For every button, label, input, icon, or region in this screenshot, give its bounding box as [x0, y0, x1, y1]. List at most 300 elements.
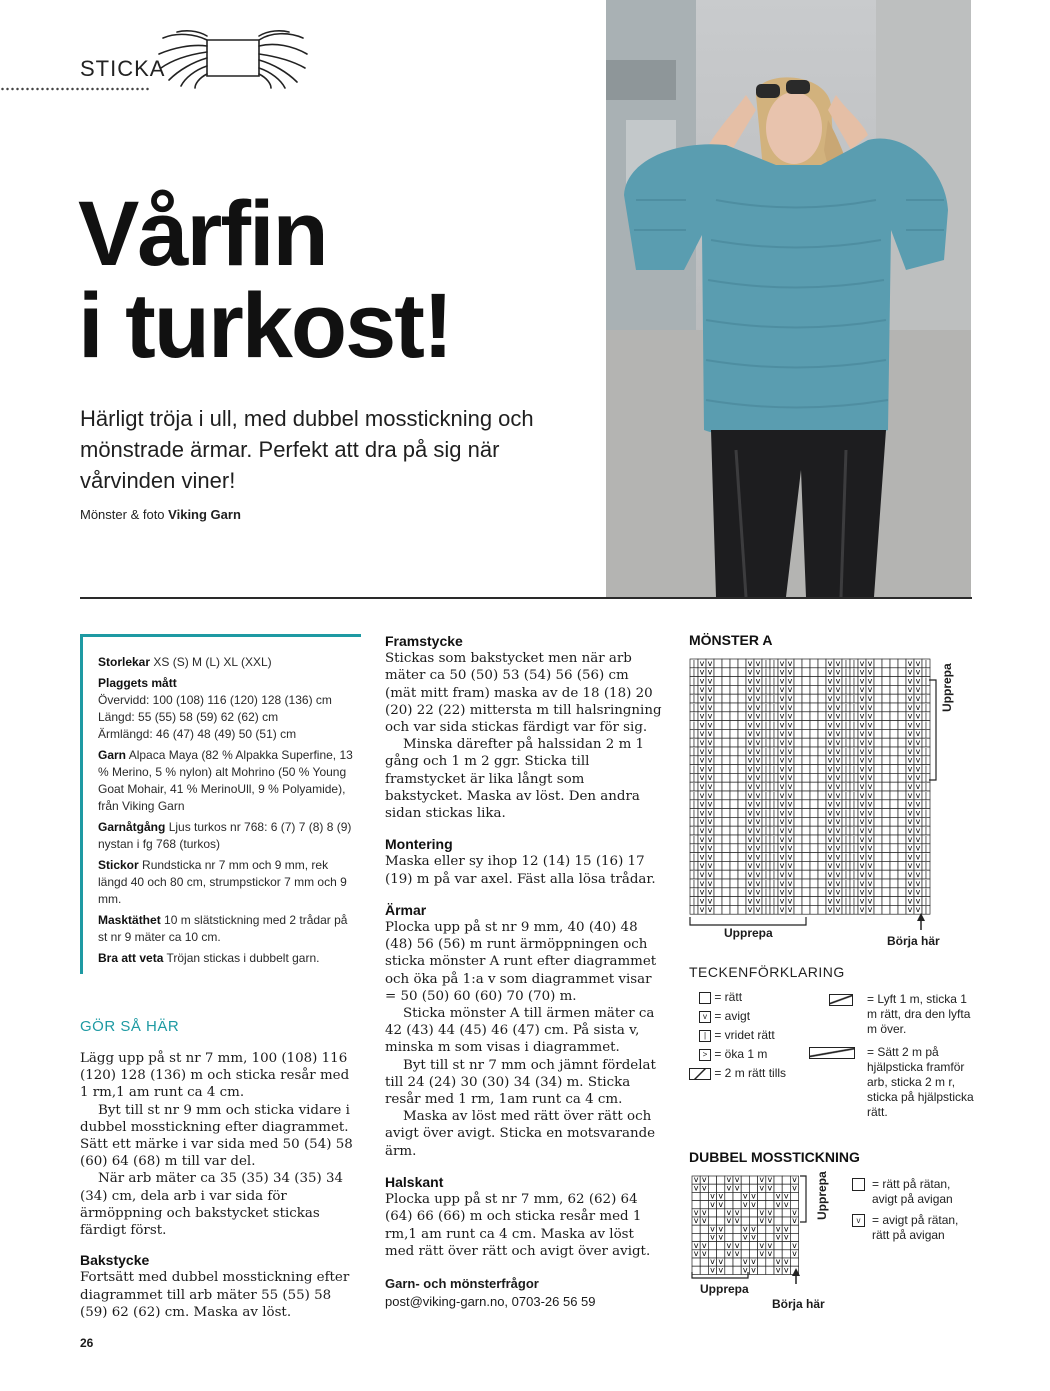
chart-cell	[758, 1225, 766, 1233]
chart-cell	[898, 756, 906, 765]
chart-cell-symbol: v	[699, 834, 705, 844]
chart-cell	[818, 861, 826, 870]
chart-cell	[730, 685, 738, 694]
chart-cell-symbol: v	[907, 773, 913, 783]
chart-cell	[898, 703, 906, 712]
chart-cell	[722, 747, 730, 756]
chart-cell-symbol: |	[772, 826, 776, 835]
chart-cell-symbol: v	[699, 896, 705, 906]
chart-cell-symbol: |	[924, 782, 928, 791]
chart-cell-symbol: v	[787, 685, 793, 695]
chart-cell	[730, 694, 738, 703]
title-line-2: i turkost!	[78, 275, 452, 377]
chart-cell	[730, 668, 738, 677]
howto-heading: GÖR SÅ HÄR	[80, 1018, 180, 1035]
legend-knit	[699, 990, 819, 1005]
chart-cell	[738, 879, 746, 888]
chart-cell-symbol: v	[867, 887, 873, 897]
chart-cell-symbol: v	[827, 764, 833, 774]
chart-cell	[774, 1242, 782, 1250]
chart-cell-symbol: v	[859, 887, 865, 897]
chart-cell	[898, 861, 906, 870]
chart-cell	[898, 800, 906, 809]
chart-cell	[730, 738, 738, 747]
facts-tip-value: Tröjan stickas i dubbelt garn.	[166, 951, 320, 965]
chart-cell-symbol: v	[775, 1265, 781, 1275]
chart-cell-symbol: |	[764, 799, 768, 809]
chart-cell	[708, 1242, 716, 1250]
chart-cell-symbol: v	[787, 782, 793, 791]
chart-cell-symbol: v	[707, 720, 713, 730]
chart-cell-symbol: v	[699, 878, 705, 888]
facts-measures-label: Plaggets mått	[98, 676, 177, 690]
chart-cell	[802, 905, 810, 914]
chart-cell	[714, 738, 722, 747]
chart-cell-symbol: |	[692, 843, 696, 853]
chart-cell-symbol: |	[764, 720, 768, 730]
chart-cell	[882, 835, 890, 844]
chart-cell-symbol: v	[835, 711, 841, 721]
chart-cell	[730, 897, 738, 906]
chart-cell	[790, 1192, 798, 1200]
chart-cell-symbol: v	[747, 694, 753, 703]
chart-cell-symbol: v	[859, 755, 865, 765]
chart-cell	[714, 861, 722, 870]
chart-cell	[794, 773, 802, 782]
howto-paragraph-2: Byt till st nr 9 mm och sticka vidare i dubbel mosstickning efter diagrammet. Sätt ett märke i var sida med 50 (54) 58 (60) 64 (68) m till var del.	[80, 1102, 353, 1170]
chart-cell-symbol: v	[787, 861, 793, 871]
chart-cell	[898, 721, 906, 730]
chart-cell-symbol: v	[775, 1191, 781, 1201]
chart-cell-symbol: |	[924, 746, 928, 756]
chart-cell-symbol: v	[835, 676, 841, 686]
chart-cell-symbol: v	[915, 746, 921, 756]
chart-cell	[738, 782, 746, 791]
chart-cell-symbol: |	[764, 852, 768, 862]
chart-cell-symbol: |	[764, 808, 768, 818]
chart-cell	[890, 897, 898, 906]
chart-cell	[818, 809, 826, 818]
chart-cell-symbol: |	[852, 667, 856, 677]
chart-cell-symbol: v	[907, 905, 913, 915]
chart-cell	[890, 659, 898, 668]
chart-cell-symbol: v	[859, 834, 865, 844]
chart-cell-symbol: v	[907, 799, 913, 809]
chart-cell	[738, 765, 746, 774]
chart-cell-symbol: |	[772, 896, 776, 906]
chart-cell-symbol: v	[707, 667, 713, 677]
credit-name: Viking Garn	[168, 507, 241, 522]
chart-cell	[794, 712, 802, 721]
pattern-a-repeat-bottom: Upprepa	[724, 926, 773, 940]
chart-cell	[882, 800, 890, 809]
chart-cell-symbol: v	[867, 702, 873, 712]
chart-cell	[882, 817, 890, 826]
chart-cell	[874, 773, 882, 782]
chart-cell	[890, 817, 898, 826]
chart-cell	[890, 721, 898, 730]
chart-cell	[818, 773, 826, 782]
chart-cell-symbol: |	[772, 887, 776, 897]
chart-cell-symbol: |	[924, 755, 928, 765]
chart-cell	[810, 685, 818, 694]
chart-cell-symbol: v	[707, 870, 713, 879]
chart-cell-symbol: v	[859, 843, 865, 853]
chart-cell-symbol: v	[827, 905, 833, 915]
chart-cell-symbol: v	[792, 1175, 797, 1185]
chart-cell-symbol: |	[844, 738, 848, 747]
assembly-heading: Montering	[385, 836, 453, 853]
chart-cell-symbol: |	[924, 702, 928, 712]
chart-cell-symbol: v	[747, 755, 753, 765]
chart-cell-symbol: v	[835, 658, 841, 668]
chart-cell	[738, 905, 746, 914]
chart-cell-symbol: |	[844, 694, 848, 703]
chart-cell	[874, 694, 882, 703]
legend-knit-label: = rätt	[714, 990, 743, 1004]
chart-cell	[874, 677, 882, 686]
chart-cell	[890, 800, 898, 809]
chart-cell-symbol: v	[707, 729, 713, 739]
facts-box-top-border	[80, 634, 361, 637]
moss-knit-symbol-icon	[852, 1178, 865, 1191]
chart-cell	[898, 685, 906, 694]
chart-cell-symbol: v	[699, 843, 705, 853]
chart-cell-symbol: v	[835, 738, 841, 747]
chart-cell-symbol: |	[852, 773, 856, 783]
chart-cell-symbol: |	[772, 729, 776, 739]
sleeves-paragraph-2: Sticka mönster A till ärmen mäter ca 42 (43) 44 (45) 46 (47) cm. På sista v, minska m som visas i diagrammet.	[385, 1006, 655, 1056]
chart-cell-symbol: v	[707, 773, 713, 783]
chart-cell-symbol: v	[775, 1224, 781, 1234]
chart-cell-symbol: v	[699, 852, 705, 862]
chart-cell-symbol: v	[767, 1208, 773, 1217]
chart-cell	[738, 861, 746, 870]
chart-cell-symbol: v	[707, 782, 713, 791]
chart-cell	[898, 809, 906, 818]
chart-cell	[898, 738, 906, 747]
chart-cell	[890, 844, 898, 853]
chart-cell	[882, 668, 890, 677]
chart-cell	[898, 729, 906, 738]
chart-cell	[818, 685, 826, 694]
chart-cell	[890, 712, 898, 721]
howto-paragraph-1: Lägg upp på st nr 7 mm, 100 (108) 116 (120) 128 (136) m och sticka resår med 1 rm,1 am runt ca 4 cm.	[80, 1051, 350, 1101]
chart-cell-symbol: v	[779, 861, 785, 871]
chart-cell-symbol: |	[844, 870, 848, 879]
chart-cell	[794, 659, 802, 668]
chart-cell-symbol: v	[915, 720, 921, 730]
chart-cell	[810, 800, 818, 809]
facts-yarn-value: Alpaca Maya (82 % Alpakka Superfine, 13 % Merino, 5 % nylon) alt Mohrino (50 % Young Goat Mohair, 41 % MerinoUll, 9 % Polyamide), från Viking Garn	[98, 748, 353, 813]
pattern-a-repeat-side-label: Upprepa	[940, 663, 954, 712]
chart-cell	[749, 1242, 757, 1250]
chart-cell	[714, 677, 722, 686]
chart-cell-symbol: |	[924, 817, 928, 827]
chart-cell	[738, 659, 746, 668]
chart-cell-symbol: v	[859, 694, 865, 703]
chart-cell-symbol: |	[924, 887, 928, 897]
facts-needles-value: Rundsticka nr 7 mm och 9 mm, rek längd 40 och 80 cm, strumpstickor 7 mm och 9 mm.	[98, 858, 347, 906]
chart-cell	[722, 844, 730, 853]
chart-cell-symbol: |	[924, 852, 928, 862]
chart-cell-symbol: v	[827, 685, 833, 695]
front-heading: Framstycke	[385, 633, 463, 649]
chart-cell	[810, 853, 818, 862]
legend-purl-label: = avigt	[714, 1009, 751, 1023]
chart-cell-symbol: |	[764, 729, 768, 739]
chart-cell-symbol: v	[779, 870, 785, 879]
chart-cell-symbol: v	[759, 1183, 765, 1193]
chart-cell	[818, 853, 826, 862]
facts-sizes-label: Storlekar	[98, 655, 151, 669]
chart-cell-symbol: v	[710, 1257, 715, 1267]
chart-cell-symbol: v	[835, 746, 841, 756]
chart-cell-symbol: v	[755, 905, 761, 915]
chart-cell-symbol: |	[692, 887, 696, 897]
chart-cell	[898, 773, 906, 782]
sleeves-paragraph-3: Byt till st nr 7 mm och jämnt fördelat till 24 (24) 30 (30) 34 (34) m. Sticka resår med 1 rm, 1am runt ca 4 cm.	[385, 1057, 656, 1108]
header-dotted-rule	[0, 86, 150, 92]
chart-cell-symbol: v	[759, 1175, 765, 1185]
chart-cell-symbol: v	[699, 667, 705, 677]
chart-cell	[818, 747, 826, 756]
chart-cell-symbol: v	[707, 878, 713, 888]
chart-cell-symbol: v	[787, 658, 793, 668]
chart-cell-symbol: v	[915, 773, 921, 783]
chart-cell-symbol: |	[852, 861, 856, 871]
chart-cell-symbol: v	[827, 738, 833, 747]
chart-cell	[722, 879, 730, 888]
chart-cell	[738, 703, 746, 712]
chart-cell-symbol: v	[699, 764, 705, 774]
chart-cell-symbol: v	[767, 1216, 773, 1226]
chart-cell-symbol: |	[852, 878, 856, 888]
chart-cell	[722, 835, 730, 844]
chart-cell-symbol: v	[827, 711, 833, 721]
chart-cell-symbol: |	[692, 896, 696, 906]
chart-cell	[722, 694, 730, 703]
chart-cell-symbol: v	[755, 720, 761, 730]
chart-cell-symbol: v	[742, 1257, 748, 1267]
chart-cell	[733, 1225, 741, 1233]
chart-cell-symbol: v	[827, 746, 833, 756]
chart-cell-symbol: |	[764, 694, 768, 703]
chart-cell	[714, 765, 722, 774]
chart-cell-symbol: v	[779, 720, 785, 730]
chart-cell	[700, 1225, 708, 1233]
chart-cell-symbol: v	[867, 861, 873, 871]
chart-cell-symbol: v	[734, 1208, 740, 1217]
chart-cell-symbol: |	[772, 685, 776, 695]
chart-cell-symbol: v	[787, 755, 793, 765]
chart-cell-symbol: |	[844, 782, 848, 791]
chart-cell-symbol: |	[764, 905, 768, 915]
chart-cell	[802, 703, 810, 712]
chart-cell	[730, 747, 738, 756]
chart-cell	[874, 712, 882, 721]
chart-cell	[882, 905, 890, 914]
chart-cell-symbol: v	[835, 896, 841, 906]
legend-inc	[699, 1047, 819, 1062]
chart-cell	[766, 1225, 774, 1233]
chart-cell-symbol: v	[859, 676, 865, 686]
chart-cell-symbol: v	[827, 861, 833, 871]
chart-cell	[722, 677, 730, 686]
chart-cell-symbol: v	[755, 755, 761, 765]
chart-cell-symbol: v	[707, 799, 713, 809]
chart-cell-symbol: |	[764, 773, 768, 783]
chart-cell-symbol: v	[867, 658, 873, 668]
chart-cell	[810, 826, 818, 835]
chart-cell-symbol: v	[755, 790, 761, 800]
chart-cell-symbol: v	[859, 764, 865, 774]
chart-cell-symbol: |	[924, 834, 928, 844]
chart-cell-symbol: v	[742, 1224, 748, 1234]
chart-cell-symbol: |	[924, 685, 928, 695]
chart-cell-symbol: v	[755, 764, 761, 774]
chart-cell-symbol: |	[852, 817, 856, 827]
chart-cell	[700, 1258, 708, 1266]
chart-cell	[692, 1258, 700, 1266]
chart-cell-symbol: v	[726, 1183, 732, 1193]
chart-cell-symbol: v	[779, 738, 785, 747]
chart-cell	[738, 817, 746, 826]
chart-cell	[714, 668, 722, 677]
chart-cell-symbol: |	[844, 799, 848, 809]
legend-cable	[829, 1045, 977, 1120]
legend-purl	[699, 1009, 819, 1024]
chart-cell	[794, 747, 802, 756]
chart-cell-symbol: v	[747, 729, 753, 739]
chart-cell-symbol: v	[699, 817, 705, 827]
moss-legend	[852, 1177, 972, 1243]
chart-cell	[714, 756, 722, 765]
chart-cell-symbol: |	[852, 764, 856, 774]
chart-cell-symbol: v	[859, 746, 865, 756]
chart-cell	[714, 809, 722, 818]
chart-cell-symbol: v	[827, 790, 833, 800]
chart-cell	[741, 1242, 749, 1250]
chart-cell	[890, 879, 898, 888]
column-2-text	[385, 633, 663, 1260]
chart-cell-symbol: v	[867, 799, 873, 809]
chart-cell	[898, 694, 906, 703]
chart-cell-symbol: v	[747, 852, 753, 862]
chart-cell	[802, 870, 810, 879]
chart-cell	[818, 879, 826, 888]
sleeves-heading: Ärmar	[385, 901, 427, 918]
chart-cell-symbol: v	[747, 887, 753, 897]
chart-cell-symbol: v	[859, 711, 865, 721]
chart-cell-symbol: v	[779, 746, 785, 756]
chart-cell	[794, 791, 802, 800]
chart-cell-symbol: v	[907, 887, 913, 897]
chart-cell	[890, 861, 898, 870]
chart-cell	[882, 712, 890, 721]
chart-cell-symbol: |	[764, 676, 768, 686]
chart-cell	[722, 703, 730, 712]
chart-cell-symbol: v	[718, 1265, 724, 1275]
chart-cell-symbol: |	[852, 720, 856, 730]
chart-cell-symbol: v	[787, 905, 793, 915]
chart-cell-symbol: v	[751, 1199, 756, 1209]
chart-cell-symbol: v	[699, 861, 705, 871]
chart-cell-symbol: v	[742, 1232, 748, 1242]
chart-cell-symbol: |	[764, 843, 768, 853]
chart-cell-symbol: v	[867, 905, 873, 915]
chart-cell-symbol: v	[827, 817, 833, 827]
chart-cell	[810, 861, 818, 870]
chart-cell-symbol: v	[707, 790, 713, 800]
chart-cell	[818, 791, 826, 800]
chart-cell-symbol: v	[867, 852, 873, 862]
chart-cell-symbol: |	[692, 782, 696, 791]
chart-cell-symbol: v	[827, 729, 833, 739]
chart-cell-symbol: |	[852, 905, 856, 915]
chart-cell-symbol: v	[718, 1232, 724, 1242]
chart-cell-symbol: v	[867, 720, 873, 730]
chart-cell	[890, 791, 898, 800]
moss-legend-purl	[852, 1213, 972, 1243]
chart-cell	[730, 835, 738, 844]
chart-cell	[714, 826, 722, 835]
section-divider	[80, 597, 972, 599]
contact-block	[385, 1275, 665, 1311]
chart-cell-symbol: v	[779, 808, 785, 818]
chart-cell	[730, 729, 738, 738]
chart-cell	[818, 756, 826, 765]
chart-cell-symbol: v	[915, 870, 921, 879]
chart-cell-symbol: |	[692, 676, 696, 686]
chart-cell	[890, 756, 898, 765]
chart-cell-symbol: v	[747, 896, 753, 906]
chart-cell-symbol: v	[835, 773, 841, 783]
chart-cell-symbol: v	[710, 1199, 715, 1209]
chart-cell-symbol: |	[764, 861, 768, 871]
chart-cell-symbol: |	[692, 905, 696, 915]
chart-cell	[810, 712, 818, 721]
chart-cell-symbol: v	[915, 861, 921, 871]
facts-yarn-label: Garn	[98, 748, 127, 762]
facts-sizes	[98, 654, 360, 671]
chart-cell	[722, 729, 730, 738]
chart-cell-symbol: v	[907, 694, 913, 703]
chart-cell-symbol: v	[755, 711, 761, 721]
neck-heading: Halskant	[385, 1173, 444, 1190]
chart-cell-symbol: v	[747, 773, 753, 783]
chart-cell	[874, 861, 882, 870]
facts-gauge-value: 10 m slätstickning med 2 trådar på st nr 9 mäter ca 10 cm.	[98, 913, 348, 944]
chart-cell-symbol: v	[859, 667, 865, 677]
chart-cell-symbol: |	[924, 667, 928, 677]
legend-twisted-label: = vridet rätt	[714, 1028, 775, 1042]
chart-cell-symbol: v	[915, 676, 921, 686]
chart-cell-symbol: v	[867, 764, 873, 774]
chart-cell	[722, 765, 730, 774]
chart-cell	[717, 1176, 725, 1184]
front-paragraph-1: Stickas som bakstycket men när arb mäter ca 50 (50) 53 (54) 56 (56) cm (mät mitt fram) maska av de 18 (18) 20 (20) 22 (22) mittersta m till halsringning och var sida stickas färdigt var för sig.	[385, 651, 662, 736]
chart-cell-symbol: v	[827, 896, 833, 906]
chart-cell-symbol: v	[755, 685, 761, 695]
chart-cell-symbol: |	[844, 773, 848, 783]
chart-cell	[818, 721, 826, 730]
chart-cell	[730, 800, 738, 809]
chart-cell-symbol: v	[907, 790, 913, 800]
chart-cell-symbol: v	[907, 808, 913, 818]
chart-cell	[794, 721, 802, 730]
chart-cell-symbol: v	[707, 826, 713, 835]
